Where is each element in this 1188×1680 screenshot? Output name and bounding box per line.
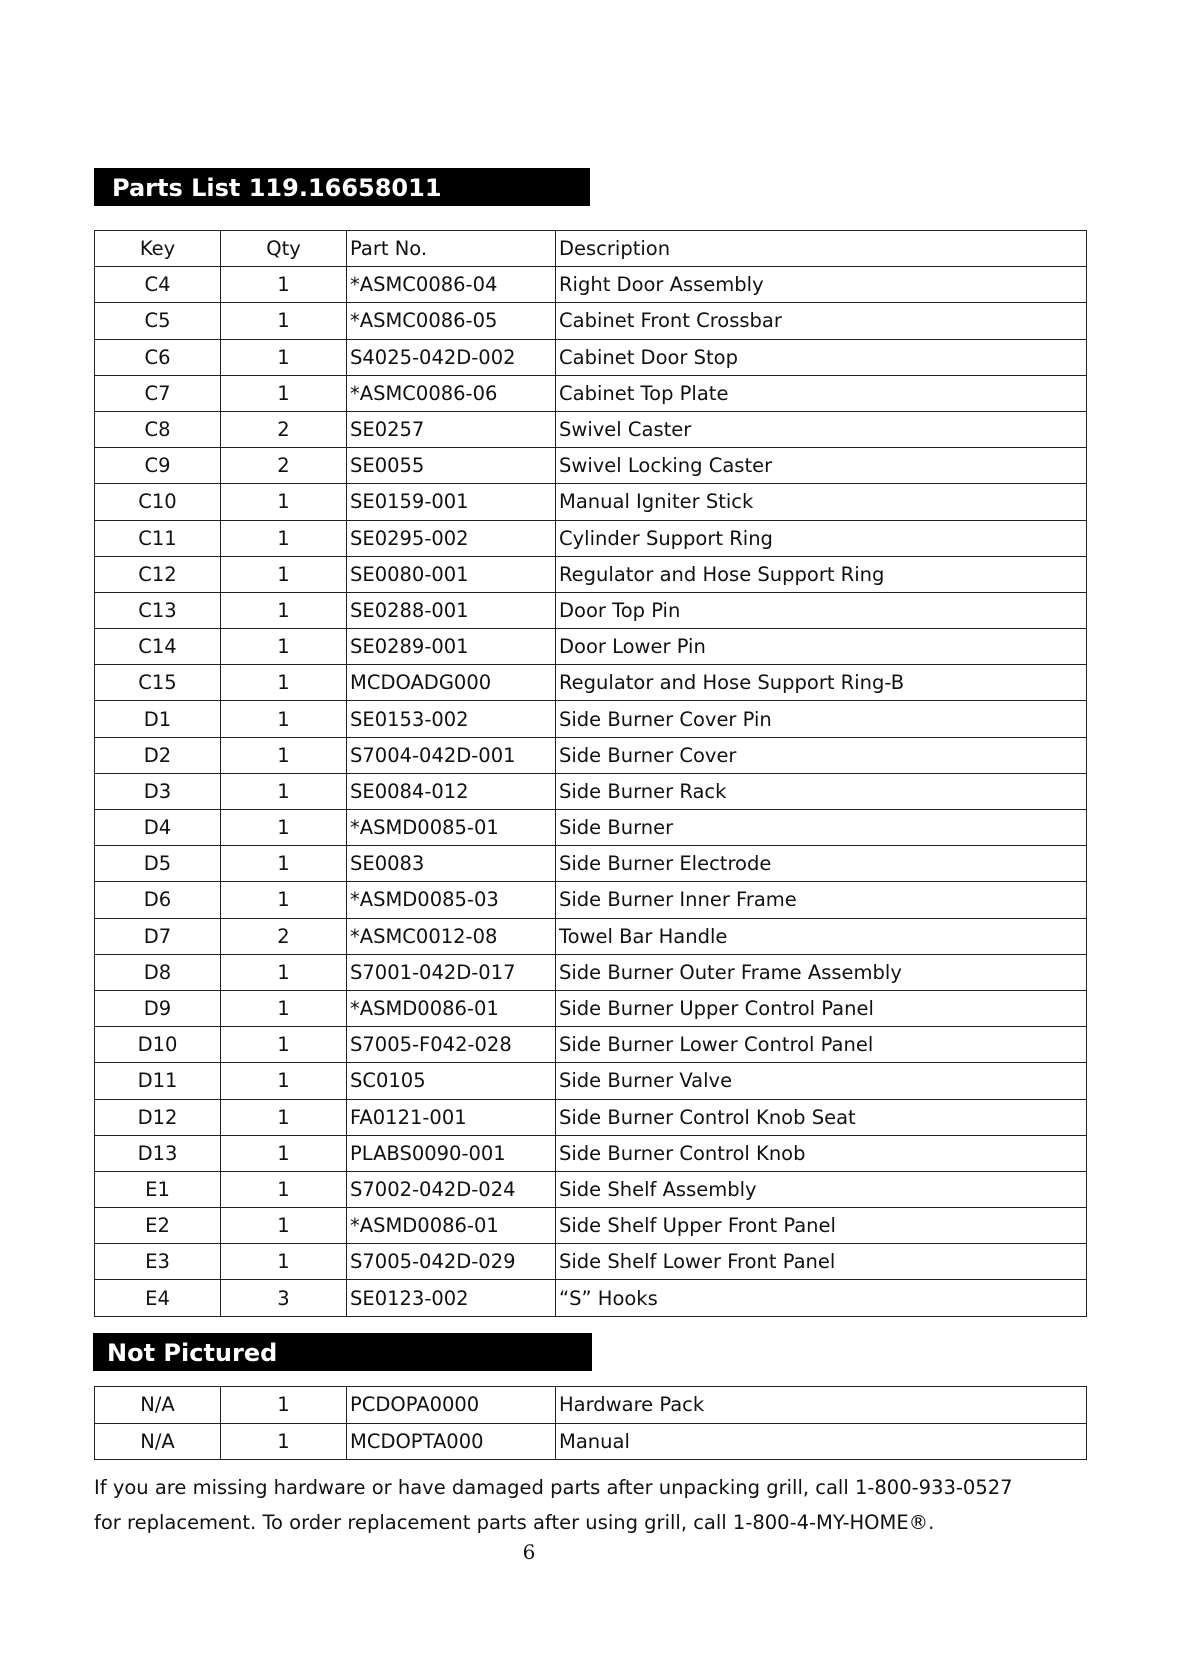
part-no-cell: SE0257 xyxy=(347,411,556,447)
key-cell: C5 xyxy=(95,303,221,339)
key-cell: D10 xyxy=(95,1027,221,1063)
table-row xyxy=(95,1171,1087,1207)
key-cell: D7 xyxy=(95,918,221,954)
key-cell: D3 xyxy=(95,773,221,809)
description-cell: Right Door Assembly xyxy=(556,267,1087,303)
key-cell: N/A xyxy=(95,1387,221,1424)
part-no-cell: S7005-042D-029 xyxy=(347,1244,556,1280)
table-row xyxy=(95,484,1087,520)
qty-cell: 1 xyxy=(221,520,347,556)
description-cell: Side Burner Inner Frame xyxy=(556,882,1087,918)
key-cell: C4 xyxy=(95,267,221,303)
key-cell: C14 xyxy=(95,629,221,665)
description-cell: Side Shelf Lower Front Panel xyxy=(556,1244,1087,1280)
part-no-cell: SE0288-001 xyxy=(347,592,556,628)
table-row xyxy=(95,1423,1087,1460)
parts-table xyxy=(94,230,1087,1317)
description-cell: Swivel Caster xyxy=(556,411,1087,447)
part-no-cell: *ASMD0086-01 xyxy=(347,1208,556,1244)
qty-cell: 3 xyxy=(221,1280,347,1316)
description-cell: Manual xyxy=(556,1423,1087,1460)
key-cell: E3 xyxy=(95,1244,221,1280)
qty-cell: 1 xyxy=(221,1423,347,1460)
table-row xyxy=(95,592,1087,628)
part-no-cell: *ASMC0086-06 xyxy=(347,375,556,411)
replacement-note-line-1: If you are missing hardware or have damaged parts after unpacking grill, call 1-800-933-0527 xyxy=(94,1476,1013,1499)
table-row xyxy=(95,629,1087,665)
qty-cell: 1 xyxy=(221,484,347,520)
qty-cell: 1 xyxy=(221,810,347,846)
qty-cell: 1 xyxy=(221,701,347,737)
part-no-cell: *ASMC0086-04 xyxy=(347,267,556,303)
description-cell: Cabinet Top Plate xyxy=(556,375,1087,411)
part-no-cell: *ASMD0085-01 xyxy=(347,810,556,846)
part-no-cell: *ASMC0012-08 xyxy=(347,918,556,954)
qty-cell: 1 xyxy=(221,629,347,665)
table-row xyxy=(95,954,1087,990)
qty-cell: 1 xyxy=(221,882,347,918)
qty-cell: 1 xyxy=(221,846,347,882)
key-cell: D11 xyxy=(95,1063,221,1099)
part-no-cell: *ASMD0086-01 xyxy=(347,990,556,1026)
qty-cell: 1 xyxy=(221,1244,347,1280)
part-no-cell: SE0159-001 xyxy=(347,484,556,520)
key-cell: D9 xyxy=(95,990,221,1026)
description-cell: “S” Hooks xyxy=(556,1280,1087,1316)
part-no-cell: SE0084-012 xyxy=(347,773,556,809)
table-row xyxy=(95,1244,1087,1280)
key-cell: E2 xyxy=(95,1208,221,1244)
key-cell: C7 xyxy=(95,375,221,411)
description-cell: Swivel Locking Caster xyxy=(556,448,1087,484)
qty-cell: 1 xyxy=(221,556,347,592)
header-key: Key xyxy=(95,231,221,267)
qty-cell: 1 xyxy=(221,267,347,303)
part-no-cell: MCDOPTA000 xyxy=(347,1423,556,1460)
description-cell: Side Burner Valve xyxy=(556,1063,1087,1099)
page-number: 6 xyxy=(522,1540,536,1564)
part-no-cell: SE0295-002 xyxy=(347,520,556,556)
qty-cell: 2 xyxy=(221,918,347,954)
description-cell: Side Burner Upper Control Panel xyxy=(556,990,1087,1026)
description-cell: Side Burner xyxy=(556,810,1087,846)
description-cell: Side Burner Control Knob Seat xyxy=(556,1099,1087,1135)
qty-cell: 1 xyxy=(221,375,347,411)
key-cell: D12 xyxy=(95,1099,221,1135)
key-cell: D4 xyxy=(95,810,221,846)
key-cell: D13 xyxy=(95,1135,221,1171)
table-row xyxy=(95,520,1087,556)
description-cell: Side Burner Cover xyxy=(556,737,1087,773)
qty-cell: 1 xyxy=(221,990,347,1026)
table-row xyxy=(95,1099,1087,1135)
header-part-no: Part No. xyxy=(347,231,556,267)
description-cell: Hardware Pack xyxy=(556,1387,1087,1424)
key-cell: D8 xyxy=(95,954,221,990)
table-row xyxy=(95,665,1087,701)
header-qty: Qty xyxy=(221,231,347,267)
description-cell: Door Top Pin xyxy=(556,592,1087,628)
not-pictured-title: Not Pictured xyxy=(93,1333,592,1371)
qty-cell: 1 xyxy=(221,737,347,773)
qty-cell: 2 xyxy=(221,448,347,484)
qty-cell: 1 xyxy=(221,1387,347,1424)
qty-cell: 1 xyxy=(221,1027,347,1063)
description-cell: Side Burner Outer Frame Assembly xyxy=(556,954,1087,990)
part-no-cell: SE0080-001 xyxy=(347,556,556,592)
qty-cell: 1 xyxy=(221,1208,347,1244)
description-cell: Side Shelf Assembly xyxy=(556,1171,1087,1207)
qty-cell: 1 xyxy=(221,592,347,628)
table-row xyxy=(95,737,1087,773)
part-no-cell: S7004-042D-001 xyxy=(347,737,556,773)
description-cell: Cabinet Front Crossbar xyxy=(556,303,1087,339)
description-cell: Regulator and Hose Support Ring-B xyxy=(556,665,1087,701)
table-row xyxy=(95,411,1087,447)
table-row xyxy=(95,1208,1087,1244)
replacement-note-line-2: for replacement. To order replacement parts after using grill, call 1-800-4-MY-HOME®. xyxy=(94,1511,935,1534)
table-row xyxy=(95,918,1087,954)
part-no-cell: S7001-042D-017 xyxy=(347,954,556,990)
qty-cell: 1 xyxy=(221,339,347,375)
key-cell: D6 xyxy=(95,882,221,918)
key-cell: C9 xyxy=(95,448,221,484)
part-no-cell: SE0289-001 xyxy=(347,629,556,665)
key-cell: N/A xyxy=(95,1423,221,1460)
description-cell: Regulator and Hose Support Ring xyxy=(556,556,1087,592)
description-cell: Cylinder Support Ring xyxy=(556,520,1087,556)
part-no-cell: PLABS0090-001 xyxy=(347,1135,556,1171)
description-cell: Side Burner Cover Pin xyxy=(556,701,1087,737)
qty-cell: 1 xyxy=(221,1063,347,1099)
table-row xyxy=(95,1135,1087,1171)
table-row xyxy=(95,1387,1087,1424)
part-no-cell: SC0105 xyxy=(347,1063,556,1099)
table-row xyxy=(95,267,1087,303)
table-row xyxy=(95,846,1087,882)
part-no-cell: SE0083 xyxy=(347,846,556,882)
part-no-cell: S7005-F042-028 xyxy=(347,1027,556,1063)
key-cell: C6 xyxy=(95,339,221,375)
table-row xyxy=(95,339,1087,375)
table-row xyxy=(95,1063,1087,1099)
parts-list-title: Parts List 119.16658011 xyxy=(94,168,590,206)
key-cell: C13 xyxy=(95,592,221,628)
description-cell: Cabinet Door Stop xyxy=(556,339,1087,375)
part-no-cell: FA0121-001 xyxy=(347,1099,556,1135)
key-cell: C11 xyxy=(95,520,221,556)
table-row xyxy=(95,990,1087,1026)
table-row xyxy=(95,1280,1087,1316)
description-cell: Manual Igniter Stick xyxy=(556,484,1087,520)
description-cell: Door Lower Pin xyxy=(556,629,1087,665)
not-pictured-table-body xyxy=(95,1387,1087,1460)
qty-cell: 2 xyxy=(221,411,347,447)
table-row xyxy=(95,375,1087,411)
key-cell: C15 xyxy=(95,665,221,701)
key-cell: D5 xyxy=(95,846,221,882)
table-row xyxy=(95,810,1087,846)
part-no-cell: SE0153-002 xyxy=(347,701,556,737)
table-row xyxy=(95,303,1087,339)
part-no-cell: *ASMC0086-05 xyxy=(347,303,556,339)
qty-cell: 1 xyxy=(221,1099,347,1135)
description-cell: Side Burner Electrode xyxy=(556,846,1087,882)
table-row xyxy=(95,882,1087,918)
table-row xyxy=(95,448,1087,484)
key-cell: C10 xyxy=(95,484,221,520)
qty-cell: 1 xyxy=(221,665,347,701)
description-cell: Side Burner Control Knob xyxy=(556,1135,1087,1171)
qty-cell: 1 xyxy=(221,1135,347,1171)
table-row xyxy=(95,773,1087,809)
qty-cell: 1 xyxy=(221,1171,347,1207)
part-no-cell: S4025-042D-002 xyxy=(347,339,556,375)
not-pictured-table xyxy=(94,1386,1087,1460)
key-cell: D1 xyxy=(95,701,221,737)
description-cell: Side Shelf Upper Front Panel xyxy=(556,1208,1087,1244)
part-no-cell: MCDOADG000 xyxy=(347,665,556,701)
header-description: Description xyxy=(556,231,1087,267)
description-cell: Towel Bar Handle xyxy=(556,918,1087,954)
description-cell: Side Burner Rack xyxy=(556,773,1087,809)
qty-cell: 1 xyxy=(221,303,347,339)
key-cell: D2 xyxy=(95,737,221,773)
part-no-cell: S7002-042D-024 xyxy=(347,1171,556,1207)
table-row xyxy=(95,556,1087,592)
part-no-cell: *ASMD0085-03 xyxy=(347,882,556,918)
table-row xyxy=(95,701,1087,737)
qty-cell: 1 xyxy=(221,954,347,990)
table-row xyxy=(95,1027,1087,1063)
qty-cell: 1 xyxy=(221,773,347,809)
part-no-cell: SE0123-002 xyxy=(347,1280,556,1316)
key-cell: E1 xyxy=(95,1171,221,1207)
key-cell: C8 xyxy=(95,411,221,447)
table-header-row xyxy=(95,231,1087,267)
part-no-cell: SE0055 xyxy=(347,448,556,484)
description-cell: Side Burner Lower Control Panel xyxy=(556,1027,1087,1063)
key-cell: E4 xyxy=(95,1280,221,1316)
part-no-cell: PCDOPA0000 xyxy=(347,1387,556,1424)
parts-table-body xyxy=(95,231,1087,1317)
key-cell: C12 xyxy=(95,556,221,592)
